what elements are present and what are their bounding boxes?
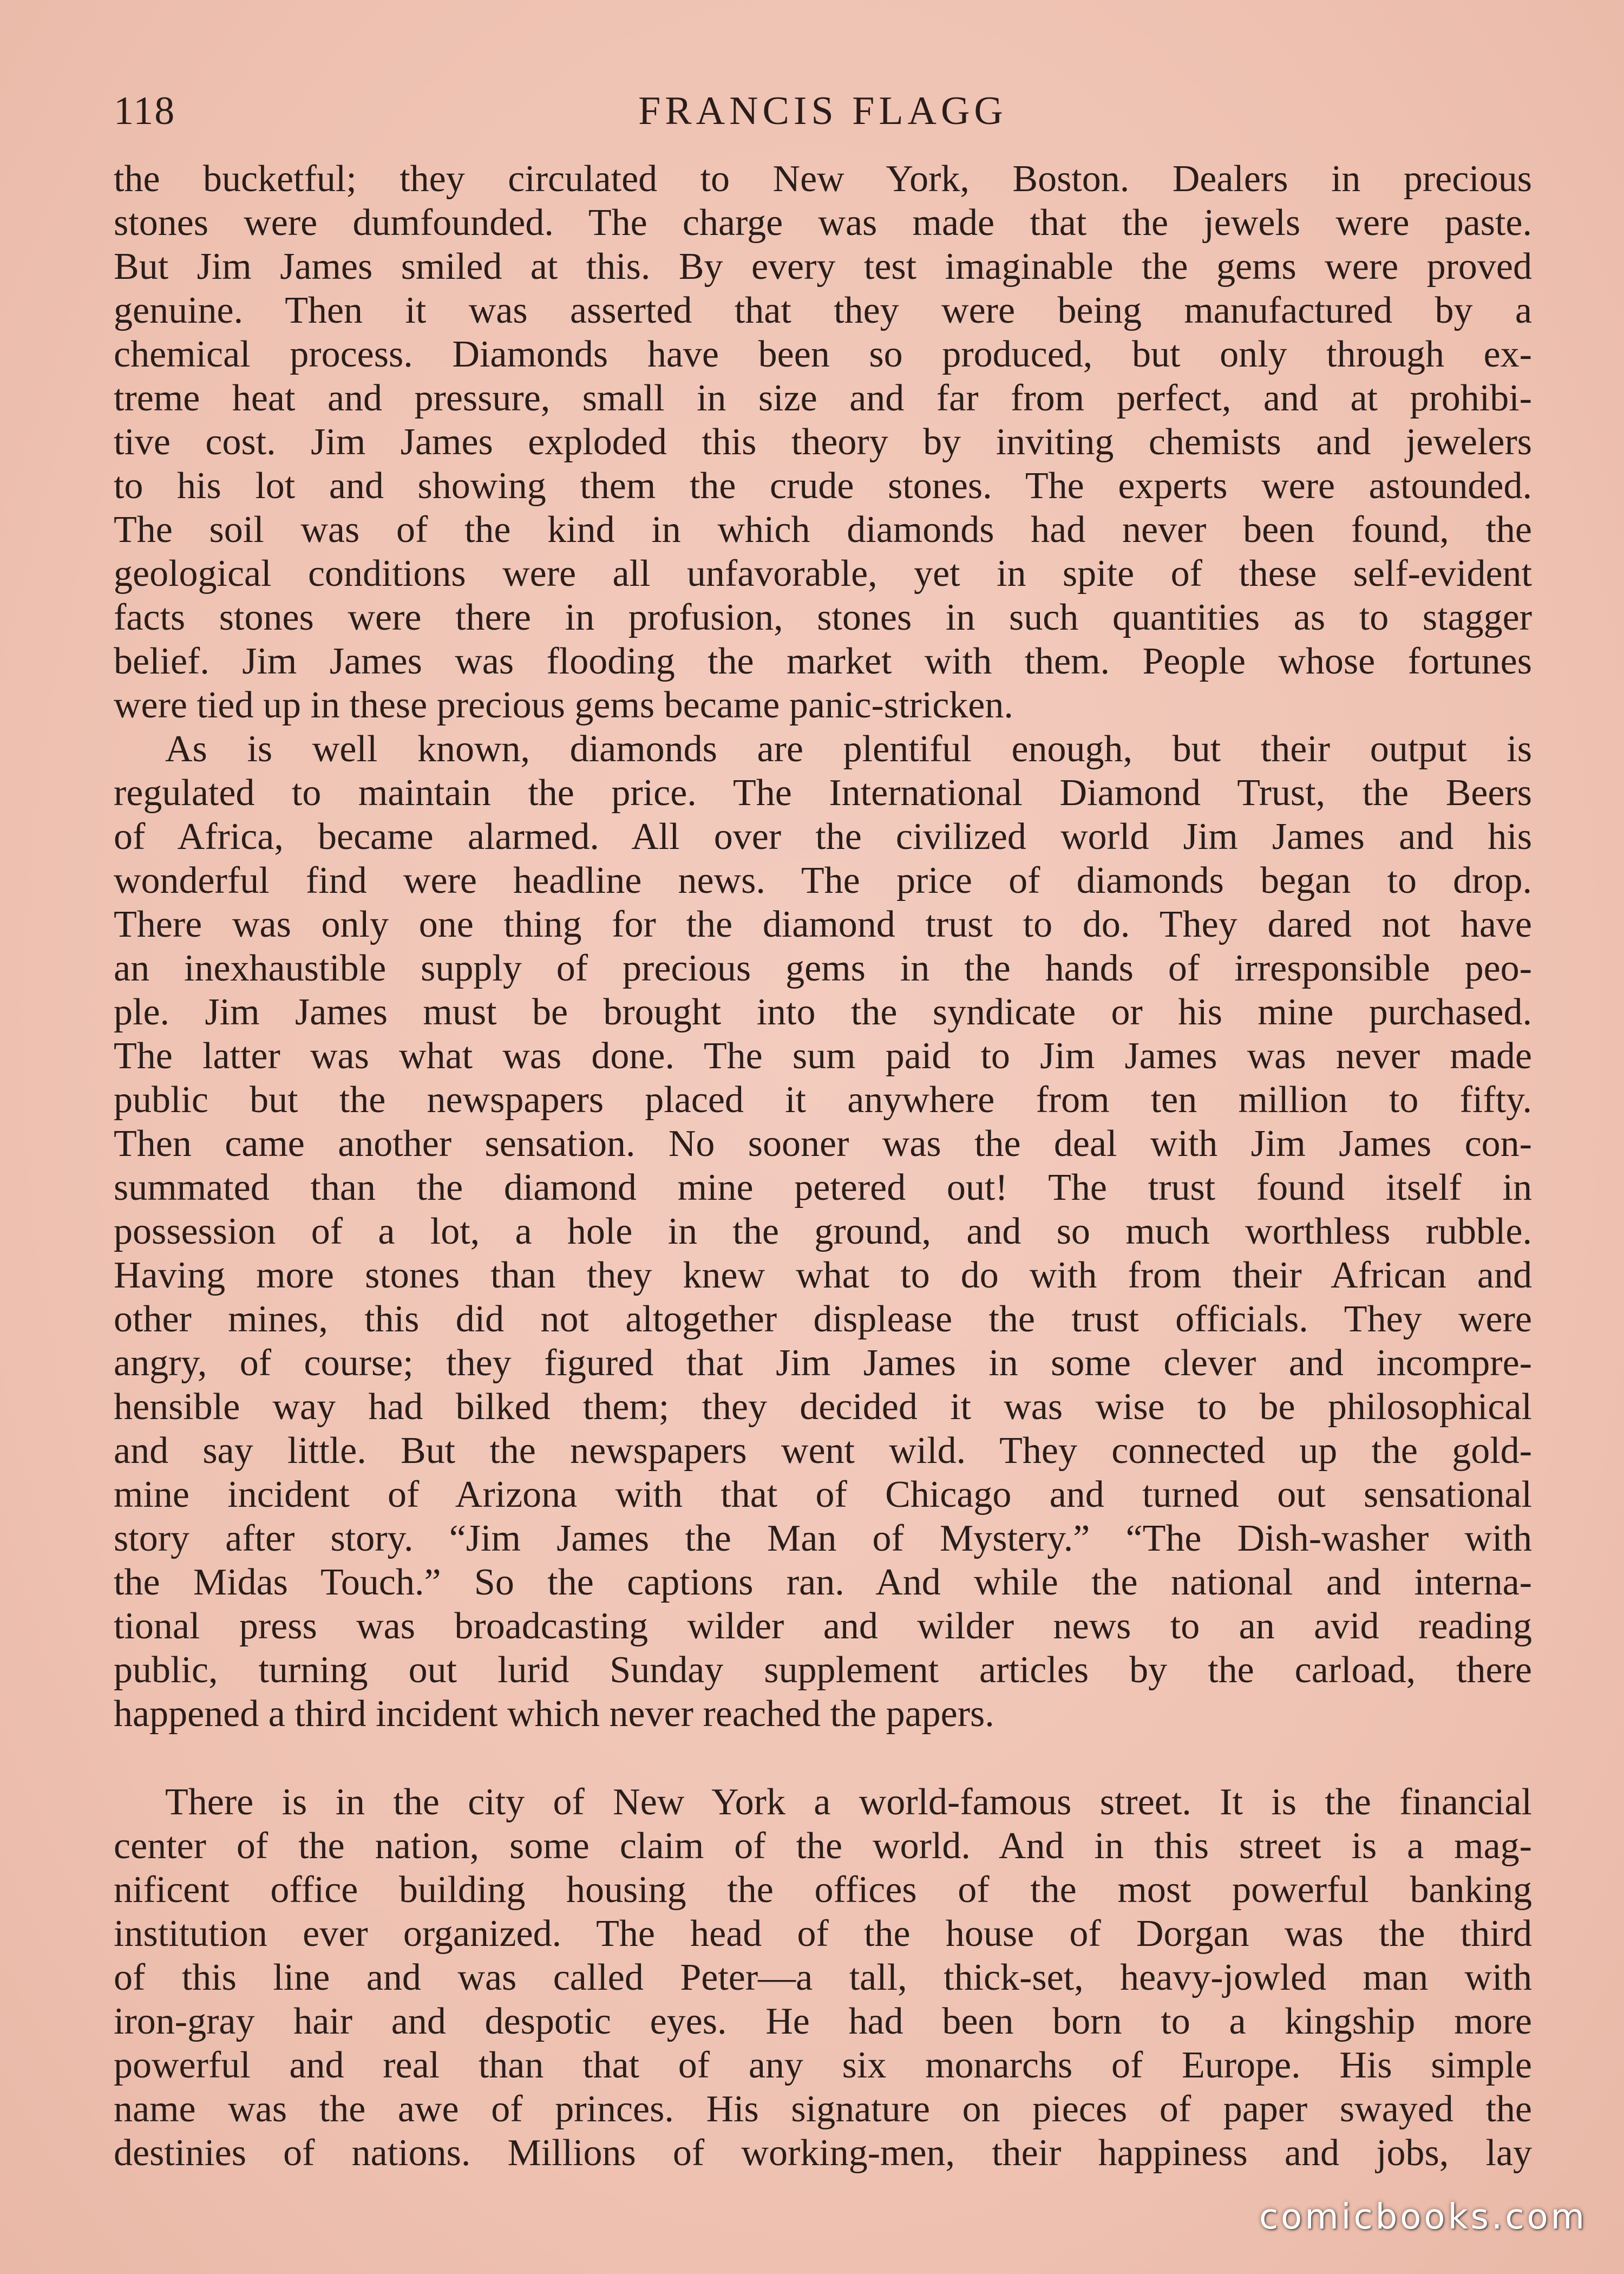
- text-line: But Jim James smiled at this. By every test imaginable the gems were proved: [114, 246, 1532, 287]
- text-line: iron-gray hair and despotic eyes. He had been born to a kingship more: [114, 2001, 1532, 2042]
- text-line: other mines, this did not altogether displease the trust officials. They were: [114, 1298, 1532, 1340]
- paragraph: [114, 1780, 1532, 2175]
- text-line: and say little. But the newspapers went wild. They connected up the gold-: [114, 1430, 1532, 1472]
- text-line: were tied up in these precious gems became panic-stricken.: [114, 684, 1013, 726]
- running-head: FRANCIS FLAGG: [638, 89, 1007, 133]
- text-line: powerful and real than that of any six monarchs of Europe. His simple: [114, 2044, 1532, 2086]
- text-line: story after story. “Jim James the Man of Mystery.” “The Dish-washer with: [114, 1518, 1532, 1559]
- text-line: institution ever organized. The head of the house of Dorgan was the third: [114, 1913, 1532, 1955]
- page-header: [114, 81, 1532, 141]
- text-line: facts stones were there in profusion, stones in such quantities as to stagger: [114, 597, 1532, 638]
- text-line: hensible way had bilked them; they decided it was wise to be philosophical: [114, 1386, 1532, 1428]
- text-line: As is well known, diamonds are plentiful enough, but their output is: [165, 728, 1532, 770]
- text-line: tive cost. Jim James exploded this theory by inviting chemists and jewelers: [114, 421, 1532, 463]
- text-line: geological conditions were all unfavorable, yet in spite of these self-evident: [114, 553, 1532, 594]
- watermark: comicbooks.com: [1259, 2197, 1587, 2237]
- text-line: Having more stones than they knew what to do with from their African and: [114, 1254, 1532, 1296]
- text-line: to his lot and showing them the crude stones. The experts were astounded.: [114, 465, 1532, 507]
- paragraph: [114, 157, 1532, 727]
- text-line: an inexhaustible supply of precious gems in the hands of irresponsible peo-: [114, 948, 1532, 989]
- text-line: The latter was what was done. The sum paid to Jim James was never made: [114, 1035, 1532, 1077]
- text-line: There is in the city of New York a world-famous street. It is the financial: [165, 1781, 1532, 1823]
- text-line: of this line and was called Peter—a tall, thick-set, heavy-jowled man with: [114, 1957, 1532, 1998]
- text-line: the Midas Touch.” So the captions ran. And while the national and interna-: [114, 1561, 1532, 1603]
- text-line: the bucketful; they circulated to New York, Boston. Dealers in precious: [114, 158, 1532, 200]
- text-line: happened a third incident which never reached the papers.: [114, 1693, 994, 1735]
- text-line: ple. Jim James must be brought into the syndicate or his mine purchased.: [114, 991, 1532, 1033]
- text-line: summated than the diamond mine petered out! The trust found itself in: [114, 1167, 1532, 1208]
- text-line: genuine. Then it was asserted that they were being manufactured by a: [114, 290, 1532, 331]
- text-line: of Africa, became alarmed. All over the civilized world Jim James and his: [114, 816, 1532, 858]
- page-number: 118: [114, 89, 176, 133]
- text-line: The soil was of the kind in which diamonds had never been found, the: [114, 509, 1532, 551]
- text-line: angry, of course; they figured that Jim James in some clever and incompre-: [114, 1342, 1532, 1384]
- text-line: mine incident of Arizona with that of Chicago and turned out sensational: [114, 1474, 1532, 1515]
- text-line: regulated to maintain the price. The International Diamond Trust, the Beers: [114, 772, 1532, 814]
- text-line: Then came another sensation. No sooner was the deal with Jim James con-: [114, 1123, 1532, 1165]
- text-line: nificent office building housing the offices of the most powerful banking: [114, 1869, 1532, 1911]
- body-text: [114, 157, 1532, 2175]
- text-line: possession of a lot, a hole in the ground, and so much worthless rubble.: [114, 1211, 1532, 1252]
- text-line: chemical process. Diamonds have been so produced, but only through ex-: [114, 334, 1532, 375]
- paragraph: [114, 727, 1532, 1736]
- text-line: tional press was broadcasting wilder and wilder news to an avid reading: [114, 1605, 1532, 1647]
- text-line: belief. Jim James was flooding the market with them. People whose fortunes: [114, 641, 1532, 682]
- text-line: There was only one thing for the diamond trust to do. They dared not have: [114, 904, 1532, 945]
- section-break: [114, 1736, 1532, 1780]
- text-line: public but the newspapers placed it anywhere from ten million to fifty.: [114, 1079, 1532, 1121]
- text-line: stones were dumfounded. The charge was made that the jewels were paste.: [114, 202, 1532, 244]
- text-line: treme heat and pressure, small in size and far from perfect, and at prohibi-: [114, 377, 1532, 419]
- text-line: destinies of nations. Millions of working-men, their happiness and jobs, lay: [114, 2132, 1532, 2174]
- text-line: center of the nation, some claim of the world. And in this street is a mag-: [114, 1825, 1532, 1867]
- text-line: wonderful find were headline news. The price of diamonds began to drop.: [114, 860, 1532, 901]
- text-line: public, turning out lurid Sunday supplement articles by the carload, there: [114, 1649, 1532, 1691]
- text-line: name was the awe of princes. His signature on pieces of paper swayed the: [114, 2088, 1532, 2130]
